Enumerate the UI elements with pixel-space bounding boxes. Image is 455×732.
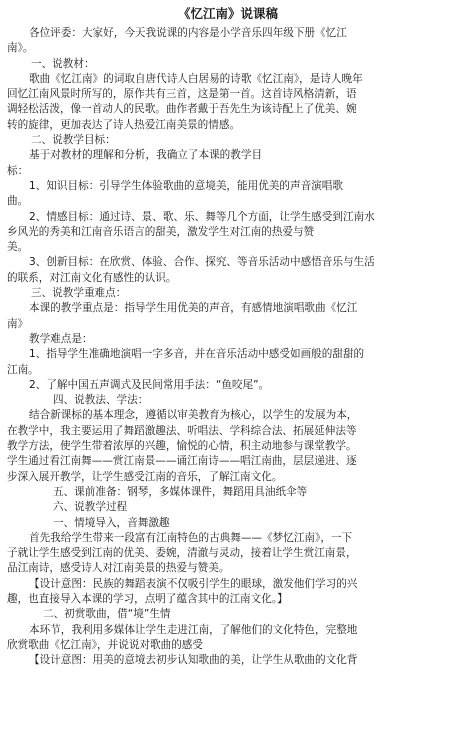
- text-line: 本环节，我利用多媒体让学生走进江南，了解他们的文化特色，完整地: [29, 623, 358, 636]
- document-title: 《忆江南》说课稿: [177, 6, 278, 21]
- text-line: 教学方法，使学生带着浓厚的兴趣，愉悦的心情，积主动地参与课堂教学。: [7, 440, 357, 453]
- text-line: 三、说教学重难点：: [31, 287, 127, 300]
- text-line: 结合新课标的基本理念，遵循以审美教育为核心，以学生的发展为本，: [29, 409, 358, 422]
- text-line: 曲。: [7, 195, 29, 208]
- text-line: 一、说教材：: [31, 57, 95, 70]
- text-line: 调轻松活泼，像一首动人的民歌。曲作者戴于吾先生为该诗配上了优美、婉: [7, 103, 357, 116]
- text-line: 1、知识目标：引导学生体验歌曲的意境美，能用优美的声音演唱歌: [29, 179, 343, 192]
- text-line: 乡风光的秀美和江南音乐语言的甜美，激发学生对江南的热爱与赞: [7, 225, 315, 238]
- text-line: 在教学中，我主要运用了舞蹈激趣法、听唱法、学科综合法、拓展延伸法等: [7, 424, 357, 437]
- text-line: 转的旋律，更加表达了诗人热爱江南美景的情感。: [7, 118, 241, 131]
- text-line: 本课的教学重点是：指导学生用优美的声音，有感情地演唱歌曲《忆江: [29, 302, 358, 315]
- text-line: 二、说教学目标：: [31, 134, 116, 147]
- text-line: 五、课前准备：钢琴，多媒体课件，舞蹈用具油纸伞等: [53, 485, 308, 498]
- text-line: 步深入展开教学，让学生感受江南的音乐，了解江南文化。: [7, 470, 283, 483]
- text-line: 二、初赏歌曲，借“境”生情: [43, 608, 171, 621]
- text-line: 标：: [7, 164, 29, 177]
- text-line: 2、情感目标：通过诗、景、歌、乐、舞等几个方面，让学生感受到江南水: [29, 210, 375, 223]
- document-body: [7, 26, 449, 668]
- text-line: 【设计意图：民族的舞蹈表演不仅吸引学生的眼球，激发他们学习的兴: [29, 577, 358, 590]
- text-line: 子就让学生感受到江南的优美、委婉，清澈与灵动，接着让学生赏江南景，: [7, 547, 357, 560]
- text-line: 1、指导学生准确地演唱一字多音，并在音乐活动中感受如画般的甜甜的: [29, 348, 365, 361]
- text-line: 南》: [7, 317, 29, 330]
- text-line: 美。: [7, 241, 29, 254]
- text-line: 【设计意图：用美的意境去初步认知歌曲的美，让学生从歌曲的文化背: [29, 654, 358, 667]
- text-line: 欣赏歌曲《忆江南》，并说说对歌曲的感受: [7, 638, 203, 651]
- text-line: 各位评委：大家好，今天我说课的内容是小学音乐四年级下册《忆江: [29, 27, 347, 39]
- text-line: 江南。: [7, 363, 39, 376]
- text-line: 教学难点是：: [29, 332, 93, 345]
- text-line: 基于对教材的理解和分析，我确立了本课的教学目: [29, 149, 263, 162]
- text-line: 品江南诗，感受诗人对江南美景的热爱与赞美。: [7, 562, 230, 575]
- text-line: 南》。: [7, 42, 34, 55]
- text-line: 歌曲《忆江南》的词取自唐代诗人白居易的诗歌《忆江南》，是诗人晚年: [29, 72, 363, 85]
- text-line: 六、说教学过程: [53, 501, 128, 514]
- text-line: 学生通过看江南舞——赏江南景——诵江南诗——唱江南曲，层层递进、逐: [7, 455, 357, 468]
- text-line: 3、创新目标：在欣赏、体验、合作、探究、等音乐活动中感悟音乐与生活: [29, 256, 375, 269]
- text-line: 回忆江南风景时所写的，原作共有三首，这是第一首。这首诗风格清新，语: [7, 88, 357, 101]
- text-line: 的联系，对江南文化有感性的认识。: [7, 271, 177, 284]
- text-line: 2、了解中国五声调式及民间常用手法：“鱼咬尾”。: [29, 378, 270, 391]
- text-line: 四、说教法、学法：: [53, 394, 149, 407]
- text-line: 一、情境导入，音舞激趣: [53, 516, 170, 529]
- text-line: 趣，也直接导入本课的学习，点明了蕴含其中的江南文化。】: [7, 592, 288, 605]
- text-line: 首先我给学生带来一段富有江南特色的古典舞——《梦忆江南》，一下: [29, 531, 353, 544]
